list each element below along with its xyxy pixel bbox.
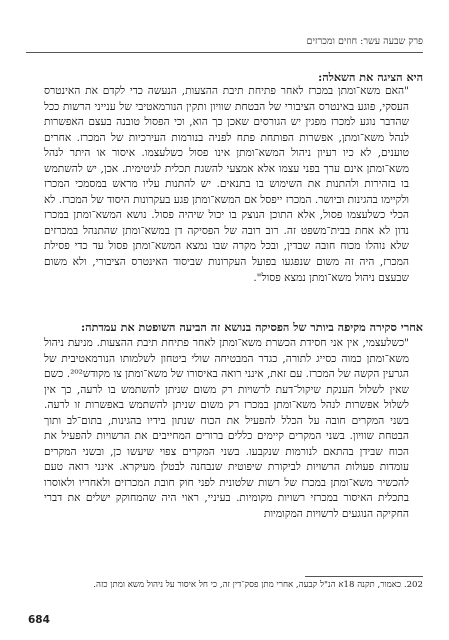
header-rule xyxy=(26,52,423,53)
page-number: 684 xyxy=(28,614,50,626)
court-quote: "כשלעצמי, אין אני חסידת הכשרת משא־ומתן לאחר פתיחת תיבת ההצעות. מניעת ניהול משא־ומתן כמוה כסייג לתורה, כגדר המבטיחה שולי ביטחון לשלמותו הנורמאטיבית של הגרעין הקשה של המכרז. עם זאת, אינני רואה באיסורו של משא־ומתן צו מקודש²⁰². כשם שאין לשלול הענקת שיקול־דעת לרשויות רק משום שניתן להשתמש בו לרעה, כך אין לשלול אפשרות לנהל משא־ומתן במכרז רק משום שניתן להשתמש באפשרות זו לרעה. בשני המקרים חובה על הכלל להפעיל את הכוח שנתון בידיו בהגינות, בתום־לב ותוך הבטחת שוויון. בשני המקרים קיימים כללים ברורים המחייבים את הרשויות להפעיל את הכוח שבידן בהתאם לנורמות שנקבעו. בשני המקרים צפוי שיעשו כן, ובשני המקרים עומדות פעולות הרשויות לביקורת שיפוטית שנבחנה לבטלן מעיקרא. אינני רואה טעם להכשיר משא־ומתן במכרז של רשות שלטונית לפני חוק חובת המכרזים ולאחריו ולאוסרו בתכלית האיסור במכרזי רשויות מקומיות. בעיניי, ראוי היה שהמחוקק ישלים את דברי החקיקה הנוגעים לרשויות המקומיות xyxy=(44,337,410,521)
running-head: פרק שבעה עשר: חוזים ומכרזים xyxy=(306,36,423,47)
section-intro: אחרי סקירה מקיפה ביותר של הפסיקה בנושא זה הביעה השופטת את עמדתה: xyxy=(81,320,423,334)
footnote-rule xyxy=(305,576,423,577)
section-intro: היא הציגה את השאלה: xyxy=(318,70,423,84)
court-quote: "האם משא־ומתן במכרז לאחר פתיחת תיבת ההצעות, הנעשה כדי לקדם את האינטרס העסקי, פוגע באינטרס הציבורי של הבטחת שוויון ותקין הנורמאטיבי של ענייני הרשות ככל שהדבר נוגע למכרז מפגין יש הגורסים שאכן כך הוא, וכי הפסול טובנה בעצם האפשרות לנהל משא־ומתן, אפשרות הפותחת פתח לפניה בנורמות העירכיות של המכרז. אחרים טוענים, לא כיו רעיון ניהול המשא־ומתן אינו פסול כשלעצמו. איסור או היתר לנהל משא־ומתן אינם ערך בפני עצמו אלא אמצעי להשגת תכלית לגיטימית. אכן, יש להשתמש בו בזהירות ולהתנות את השימוש בו בתנאים. יש להתנות עליו מראש במסמכי המכרז ולקיימו בהגינות וביושר. המכרז ייפסל אם המשא־ומתן פגע בעקרונות היסוד של המכרז. לא הכלי כשלעצמו פסול, אלא התוכן הנוצק בו יכול שיהיה פסול. נושא המשא־ומתן במכרז נדון לא אחת בבית־משפט זה. רוב רובה של הפסיקה דן במשא־ומתן שהתנהל במכרזים שלא נוהלו מכוח חובה שבדין, ובכל מקרה שבו נמצא המשא־ומתן פסול עד כדי פסילת המכרז, היה זה משום שנפגעו בפועל העקרונות שביסוד האינטרס הציבורי, ולא משום שבעצם ניהול משא־ומתן נמצא פסול". xyxy=(44,85,409,284)
footnote: 202. כאמור, תקנה 18א הנ"ל קבעה, אחרי מתן פסק־דין זה, כי חל איסור על ניהול משא ומתן כזה. xyxy=(93,580,423,590)
